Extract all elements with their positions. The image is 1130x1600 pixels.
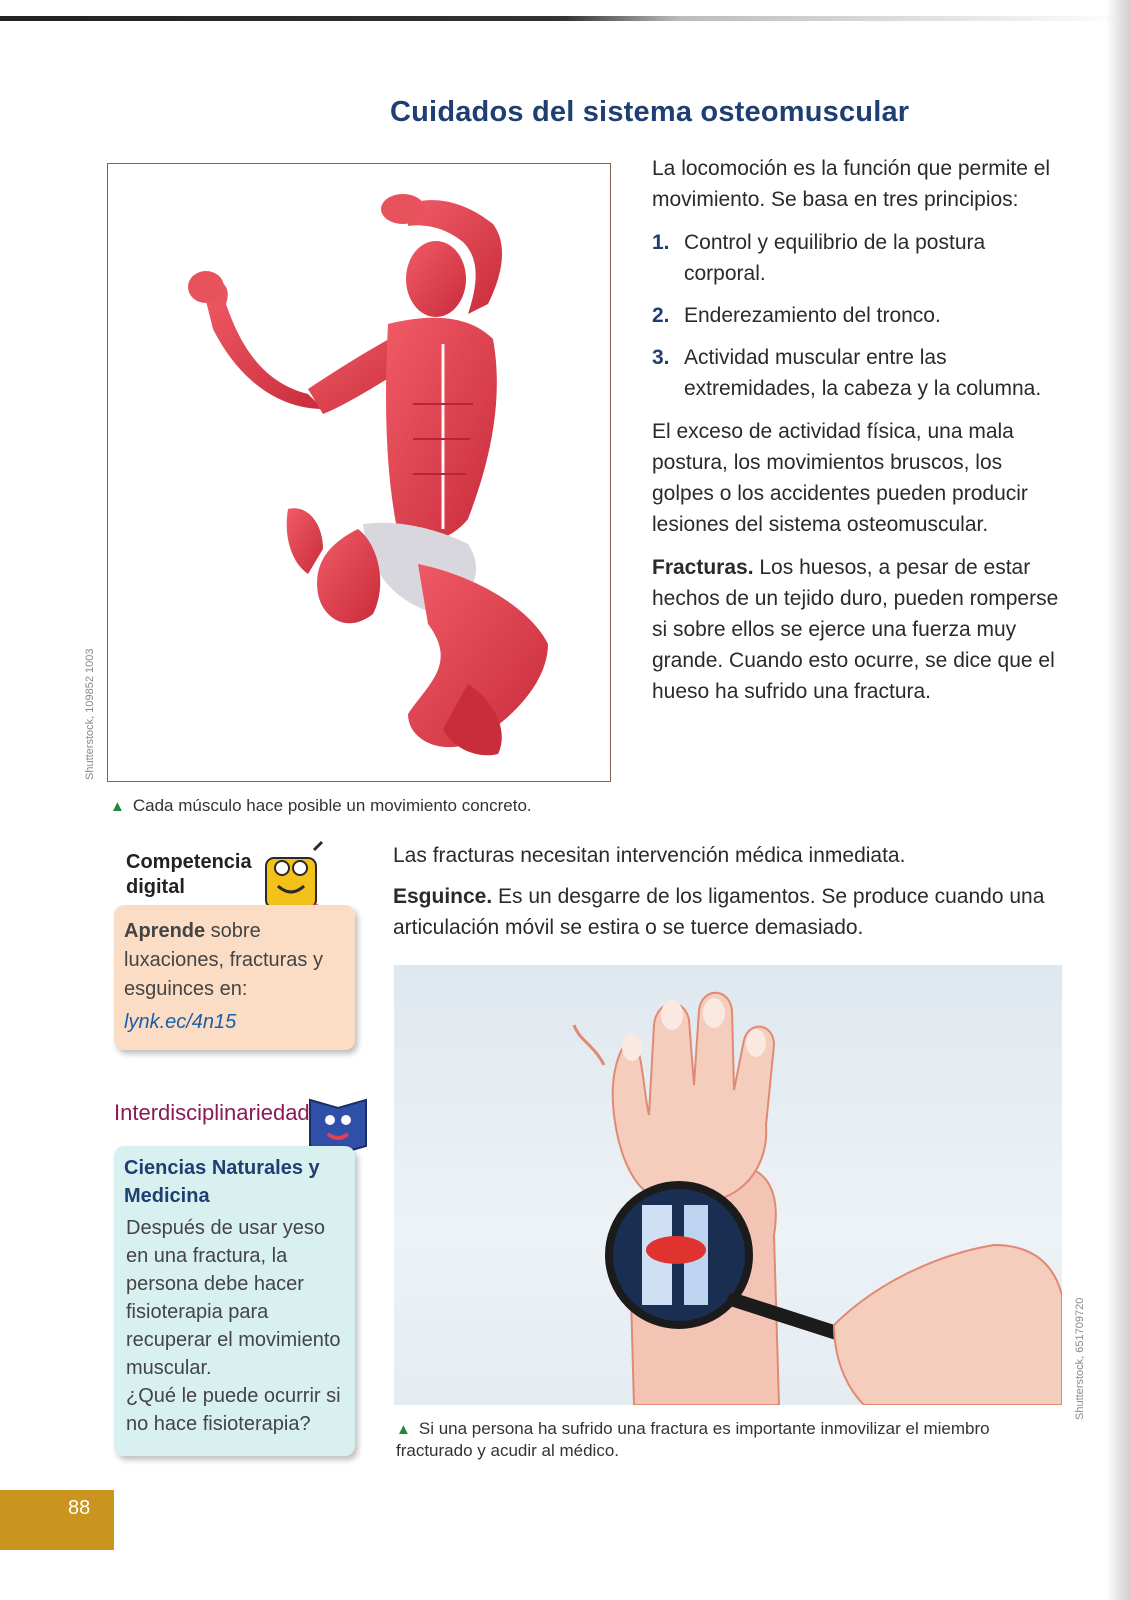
- intro-paragraph: La locomoción es la función que permite el movimiento. Se basa en tres principios:: [652, 157, 1051, 211]
- fracturas-need-paragraph: Las fracturas necesitan intervención médica inmediata.: [393, 844, 906, 867]
- list-number: 2.: [652, 304, 670, 327]
- figure1-caption-text: Cada músculo hace posible un movimiento concreto.: [132, 796, 532, 815]
- list-text: Enderezamiento del tronco.: [684, 304, 941, 327]
- competencia-body: sobre luxaciones, fracturas y esguinces en:: [124, 920, 323, 1000]
- figure2-caption-text: Si una persona ha sufrido una fractura es importante inmovilizar el miembro fracturado y acudir al médico.: [396, 1419, 990, 1460]
- fracturas-text: Los huesos, a pesar de estar hechos de un tejido duro, pueden romperse si sobre ellos se ejerce una fuerza muy grande. Cuando esto ocurre, se dice que el hueso ha sufrido una fractura.: [652, 556, 1059, 703]
- list-item: [652, 342, 1062, 404]
- fracturas-term: Fracturas.: [652, 556, 754, 579]
- wrist-fracture-illustration: [394, 965, 1062, 1405]
- muscle-figure-frame: [107, 163, 611, 782]
- competencia-heading: Competencia digital: [126, 851, 252, 898]
- interdisciplinariedad-text: [126, 1214, 351, 1438]
- esguince-term: Esguince.: [393, 885, 493, 908]
- figure2-caption: [396, 1418, 1066, 1461]
- wrist-xray-illustration: [394, 965, 1062, 1405]
- list-text: Actividad muscular entre las extremidades, la cabeza y la columna.: [684, 346, 1042, 400]
- interdisciplinariedad-question: ¿Qué le puede ocurrir si no hace fisioterapia?: [126, 1385, 341, 1435]
- competencia-box: [114, 905, 355, 1050]
- interdisciplinariedad-body: Después de usar yeso en una fractura, la persona debe hacer fisioterapia para recuperar el movimiento muscular.: [126, 1217, 341, 1379]
- caption-triangle-icon: ▲: [396, 1421, 411, 1438]
- interdisciplinariedad-subheading: Ciencias Naturales y Medicina: [124, 1157, 320, 1207]
- wide-text-block: [393, 840, 1063, 953]
- principles-list: [652, 227, 1062, 404]
- page-number-tab: [0, 1490, 114, 1550]
- page-title: Cuidados del sistema osteomuscular: [390, 96, 910, 128]
- interdisciplinariedad-box: [114, 1146, 355, 1456]
- muscle-figure-illustration: [108, 164, 610, 781]
- competencia-text: [124, 917, 349, 1037]
- page-edge-shadow: [1106, 0, 1130, 1600]
- list-text: Control y equilibrio de la postura corporal.: [684, 231, 986, 285]
- list-number: 3.: [652, 346, 670, 369]
- esguince-paragraph: [393, 881, 1063, 943]
- figure1-caption: [110, 795, 532, 817]
- list-item: [652, 300, 1062, 331]
- caption-triangle-icon: ▲: [110, 798, 125, 815]
- excess-paragraph: El exceso de actividad física, una mala postura, los movimientos bruscos, los golpes o los accidentes pueden producir lesiones del sistema osteomuscular.: [652, 420, 1028, 536]
- main-text-column: [652, 153, 1062, 719]
- list-item: [652, 227, 1062, 289]
- fracturas-paragraph: [652, 552, 1062, 707]
- figure2-credit: Shutterstock, 651709720: [1074, 1297, 1086, 1420]
- interdisciplinariedad-heading: Interdisciplinariedad: [114, 1100, 310, 1125]
- page-number: 88: [68, 1497, 91, 1519]
- list-number: 1.: [652, 231, 670, 254]
- figure1-credit: Shutterstock, 109852 1003: [84, 648, 96, 780]
- competencia-link[interactable]: lynk.ec/4n15: [124, 1011, 237, 1033]
- competencia-bold: Aprende: [124, 920, 206, 942]
- top-edge-bar: [0, 16, 1130, 21]
- esguince-text: Es un desgarre de los ligamentos. Se produce cuando una articulación móvil se estira o se tuerce demasiado.: [393, 885, 1045, 939]
